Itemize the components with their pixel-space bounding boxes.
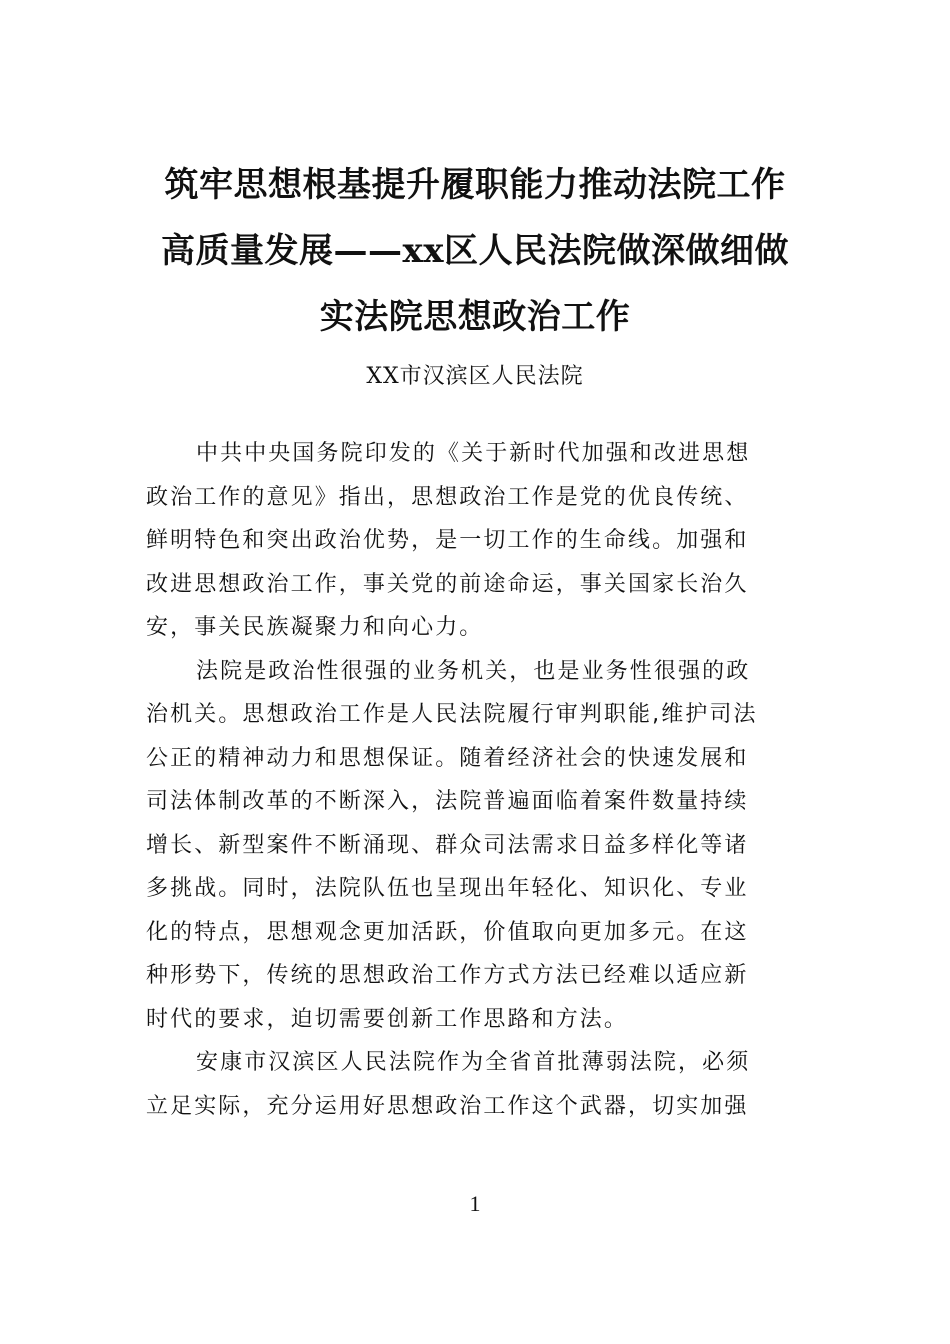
title-line: 实法院思想政治工作 bbox=[319, 297, 631, 337]
page-number: 1 bbox=[469, 1191, 481, 1216]
paragraph-line: 治机关。思想政治工作是人民法院履行审判职能,维护司法 bbox=[146, 702, 758, 727]
paragraph-line: 化的特点，思想观念更加活跃，价值取向更加多元。在这 bbox=[146, 919, 749, 945]
paragraph-line: 安，事关民族凝聚力和向心力。 bbox=[146, 615, 484, 640]
paragraph-line: 公正的精神动力和思想保证。随着经济社会的快速发展和 bbox=[146, 745, 749, 771]
title-line: 筑牢思想根基提升履职能力推动法院工作 bbox=[164, 165, 786, 205]
paragraph bbox=[146, 1041, 806, 1128]
paragraph-line: 改进思想政治工作，事关党的前途命运，事关国家长治久 bbox=[146, 571, 749, 597]
paragraph bbox=[146, 650, 806, 1042]
document-title bbox=[130, 152, 820, 350]
paragraph-line: 司法体制改革的不断深入，法院普遍面临着案件数量持续 bbox=[146, 789, 749, 814]
document-author: XX市汉滨区人民法院 bbox=[366, 364, 584, 389]
paragraph-line: 多挑战。同时，法院队伍也呈现出年轻化、知识化、专业 bbox=[146, 876, 749, 901]
paragraph-line: 种形势下，传统的思想政治工作方式方法已经难以适应新 bbox=[146, 963, 749, 988]
document-body bbox=[146, 432, 806, 1128]
paragraph-line: 中共中央国务院印发的《关于新时代加强和改进思想 bbox=[196, 441, 751, 466]
paragraph-line: 增长、新型案件不断涌现、群众司法需求日益多样化等诸 bbox=[146, 832, 749, 858]
paragraph-line: 安康市汉滨区人民法院作为全省首批薄弱法院，必须 bbox=[196, 1050, 751, 1075]
paragraph-line: 立足实际，充分运用好思想政治工作这个武器，切实加强 bbox=[146, 1093, 749, 1119]
paragraph bbox=[146, 432, 806, 650]
title-line: 高质量发展——xx区人民法院做深做细做 bbox=[160, 231, 790, 271]
paragraph-line: 法院是政治性很强的业务机关，也是业务性很强的政 bbox=[196, 658, 751, 684]
paragraph-line: 时代的要求，迫切需要创新工作思路和方法。 bbox=[146, 1006, 629, 1032]
paragraph-line: 政治工作的意见》指出，思想政治工作是党的优良传统、 bbox=[146, 484, 749, 510]
paragraph-line: 鲜明特色和突出政治优势，是一切工作的生命线。加强和 bbox=[146, 528, 749, 553]
